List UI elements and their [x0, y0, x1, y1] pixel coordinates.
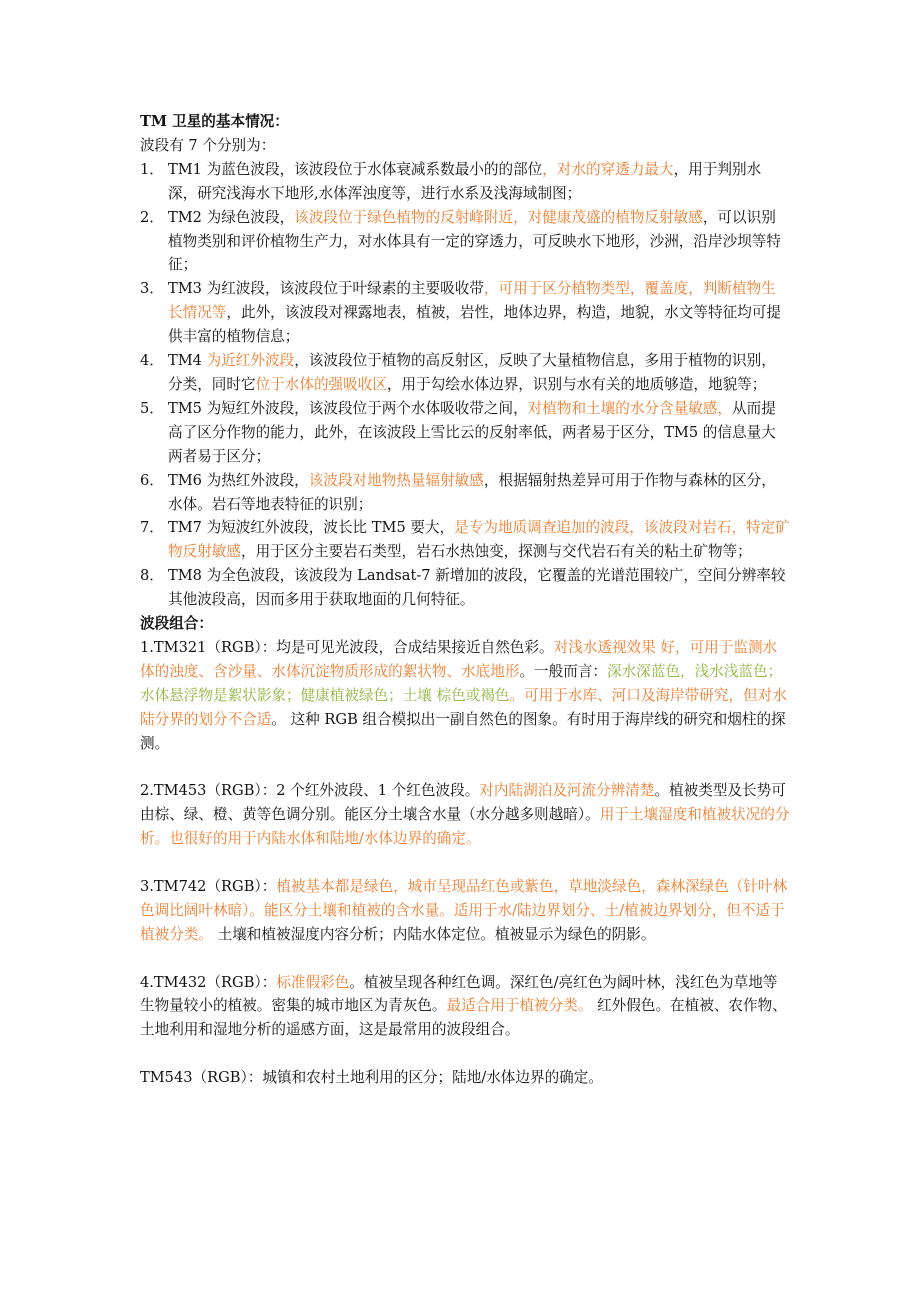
highlight-green: 深水深蓝色，浅水浅蓝色；水体悬浮物是絮状影象；健康植被绿色；土壤 棕色或褐色: [140, 662, 783, 704]
text-span: TM1 为蓝色波段，该波段位于水体衰减系数最小的的部位: [168, 160, 543, 178]
highlight-orange: 植被基本都是绿色，城市呈现品红色或紫色，草地淡绿色，森林深绿色（针叶林色调比阔叶林暗）。能区分土壤和植被的含水量。适用于水/陆边界划分、土/植被边界划分，但不适于植被分类。: [140, 877, 788, 943]
text-span: ，此外，该波段对裸露地表，植被，岩性，地体边界，构造，地貌，水文等特征均可提供丰富的植物信息；: [168, 304, 781, 346]
band-number: 4．: [140, 352, 164, 370]
band-item: [140, 349, 790, 397]
band-item: [140, 158, 790, 206]
combo-paragraph: [140, 971, 790, 1043]
text-span: TM3 为红波段，该波段位于叶绿素的主要吸收带: [168, 280, 484, 298]
text-span: TM6 为热红外波段，: [168, 471, 309, 489]
highlight-orange: ，可用于区分植物类型，覆盖度，判断植物生长情况等: [168, 280, 776, 322]
highlight-orange: 是专为地质调查追加的波段，该波段对岩石，特定矿物反射敏感: [168, 519, 790, 561]
text-span: ，用于判别水深，研究浅海水下地形,水体浑浊度等，进行水系及浅海域制图；: [168, 160, 762, 202]
paragraph-spacer: [140, 851, 790, 875]
text-span: 。一般而言：: [519, 662, 608, 680]
document-body: [140, 110, 790, 1090]
band-item: [140, 277, 790, 349]
combo-heading: 波段组合：: [140, 615, 213, 633]
paragraph-spacer: [140, 1042, 790, 1066]
highlight-orange: 该波段对地物热量辐射敏感: [308, 471, 484, 489]
combo-list: [140, 636, 790, 1090]
highlight-orange: 用于土壤湿度和植被状况的分析。也很好的用于内陆水体和陆地/水体边界的确定。: [140, 806, 790, 848]
highlight-orange: 为近红外波段: [206, 352, 295, 370]
section-title: TM 卫星的基本情况：: [140, 113, 289, 130]
text-span: TM4: [168, 352, 207, 370]
text-span: TM543（RGB）：城镇和农村土地利用的区分；陆地/水体边界的确定。: [140, 1069, 603, 1087]
band-number: 3．: [140, 280, 164, 298]
text-span: 从而提高了区分作物的能力，此外，在该波段上雪比云的反射率低，两者易于区分，TM5 的信息量大两者易于区分；: [168, 399, 776, 465]
text-span: 土壤和植被湿度内容分析；内陆水体定位。植被显示为绿色的阴影。: [212, 925, 656, 943]
band-item: [140, 516, 790, 564]
text-span: 。植被类型及长势可由棕、绿、橙、黄等色调分别。能区分土壤含水量（水分越多则越暗）。: [140, 782, 786, 824]
combo-paragraph: [140, 1066, 790, 1090]
text-span: ，根据辐射热差异可用于作物与森林的区分，水体。岩石等地表特征的识别；: [168, 471, 776, 513]
band-item: [140, 469, 790, 517]
combo-paragraph: [140, 636, 790, 756]
highlight-orange: 对浅水透视效果 好，可用于监测水体的浊度、含沙量、水体沉淀物质形成的絮状物、水底地形: [140, 638, 778, 680]
text-span: TM8 为全色波段，该波段为 Landsat-7 新增加的波段，它覆盖的光谱范围较广，空间分辨率较其他波段高，因而多用于获取地面的几何特征。: [168, 567, 786, 609]
text-span: 红外假色。在植被、农作物、土地利用和湿地分析的遥感方面，这是最常用的波段组合。: [140, 997, 787, 1039]
text-span: 。植被呈现各种红色调。深红色/亮红色为阔叶林，浅红色为草地等生物量较小的植被。密集的城市地区为青灰色。: [140, 973, 778, 1015]
text-span: ，可以识别植物类别和评价植物生产力，对水体具有一定的穿透力，可反映水下地形，沙洲，沿岸沙坝等特征；: [168, 208, 781, 274]
combo-paragraph: [140, 875, 790, 947]
text-span: TM2 为绿色波段，: [168, 208, 295, 226]
highlight-orange: 。可用于水库、河口及海岸带研究，但对水陆分界的划分不合适: [140, 686, 787, 728]
band-item: [140, 397, 790, 469]
paragraph-spacer: [140, 755, 790, 779]
highlight-orange: ，对水的穿透力最大: [542, 160, 674, 178]
highlight-orange: 位于水体的强吸收区: [255, 375, 387, 393]
text-span: 3.TM742（RGB）：: [140, 877, 277, 895]
highlight-orange: 对内陆湖泊及河流分辨清楚: [479, 782, 655, 800]
highlight-orange: 最适合用于植被分类。: [446, 997, 593, 1015]
band-list: [140, 158, 790, 612]
highlight-orange: 对植物和土壤的水分含量敏感，: [527, 399, 732, 417]
band-number: 8．: [140, 567, 164, 585]
text-span: 。 这种 RGB 组合模拟出一副自然色的图象。有时用于海岸线的研究和烟柱的探测。: [140, 710, 786, 752]
band-item: [140, 206, 790, 278]
band-number: 7．: [140, 519, 164, 537]
band-number: 5．: [140, 399, 164, 417]
text-span: 4.TM432（RGB）：: [140, 973, 277, 991]
highlight-orange: 该波段位于绿色植物的反射峰附近，对健康茂盛的植物反射敏感: [294, 208, 703, 226]
intro-line: 波段有 7 个分别为：: [140, 136, 276, 154]
highlight-orange: 标准假彩色: [276, 973, 350, 991]
text-span: ，该波段位于植物的高反射区，反映了大量植物信息，多用于植物的识别，分类，同时它: [168, 352, 776, 393]
text-span: ，用于勾绘水体边界，识别与水有关的地质够造，地貌等；: [386, 375, 767, 393]
text-span: TM5 为短红外波段，该波段位于两个水体吸收带之间，: [168, 399, 528, 417]
text-span: 1.TM321（RGB）：均是可见光波段，合成结果接近自然色彩。: [140, 638, 554, 656]
text-span: ，用于区分主要岩石类型，岩石水热蚀变，探测与交代岩石有关的粘土矿物等；: [240, 543, 752, 561]
band-item: [140, 564, 790, 612]
band-number: 6．: [140, 471, 164, 489]
text-span: TM7 为短波红外波段，波长比 TM5 要大，: [168, 519, 455, 537]
text-span: 2.TM453（RGB）：2 个红外波段、1 个红色波段。: [140, 782, 480, 800]
band-number: 1．: [140, 160, 164, 178]
paragraph-spacer: [140, 947, 790, 971]
combo-paragraph: [140, 779, 790, 851]
band-number: 2．: [140, 208, 164, 226]
